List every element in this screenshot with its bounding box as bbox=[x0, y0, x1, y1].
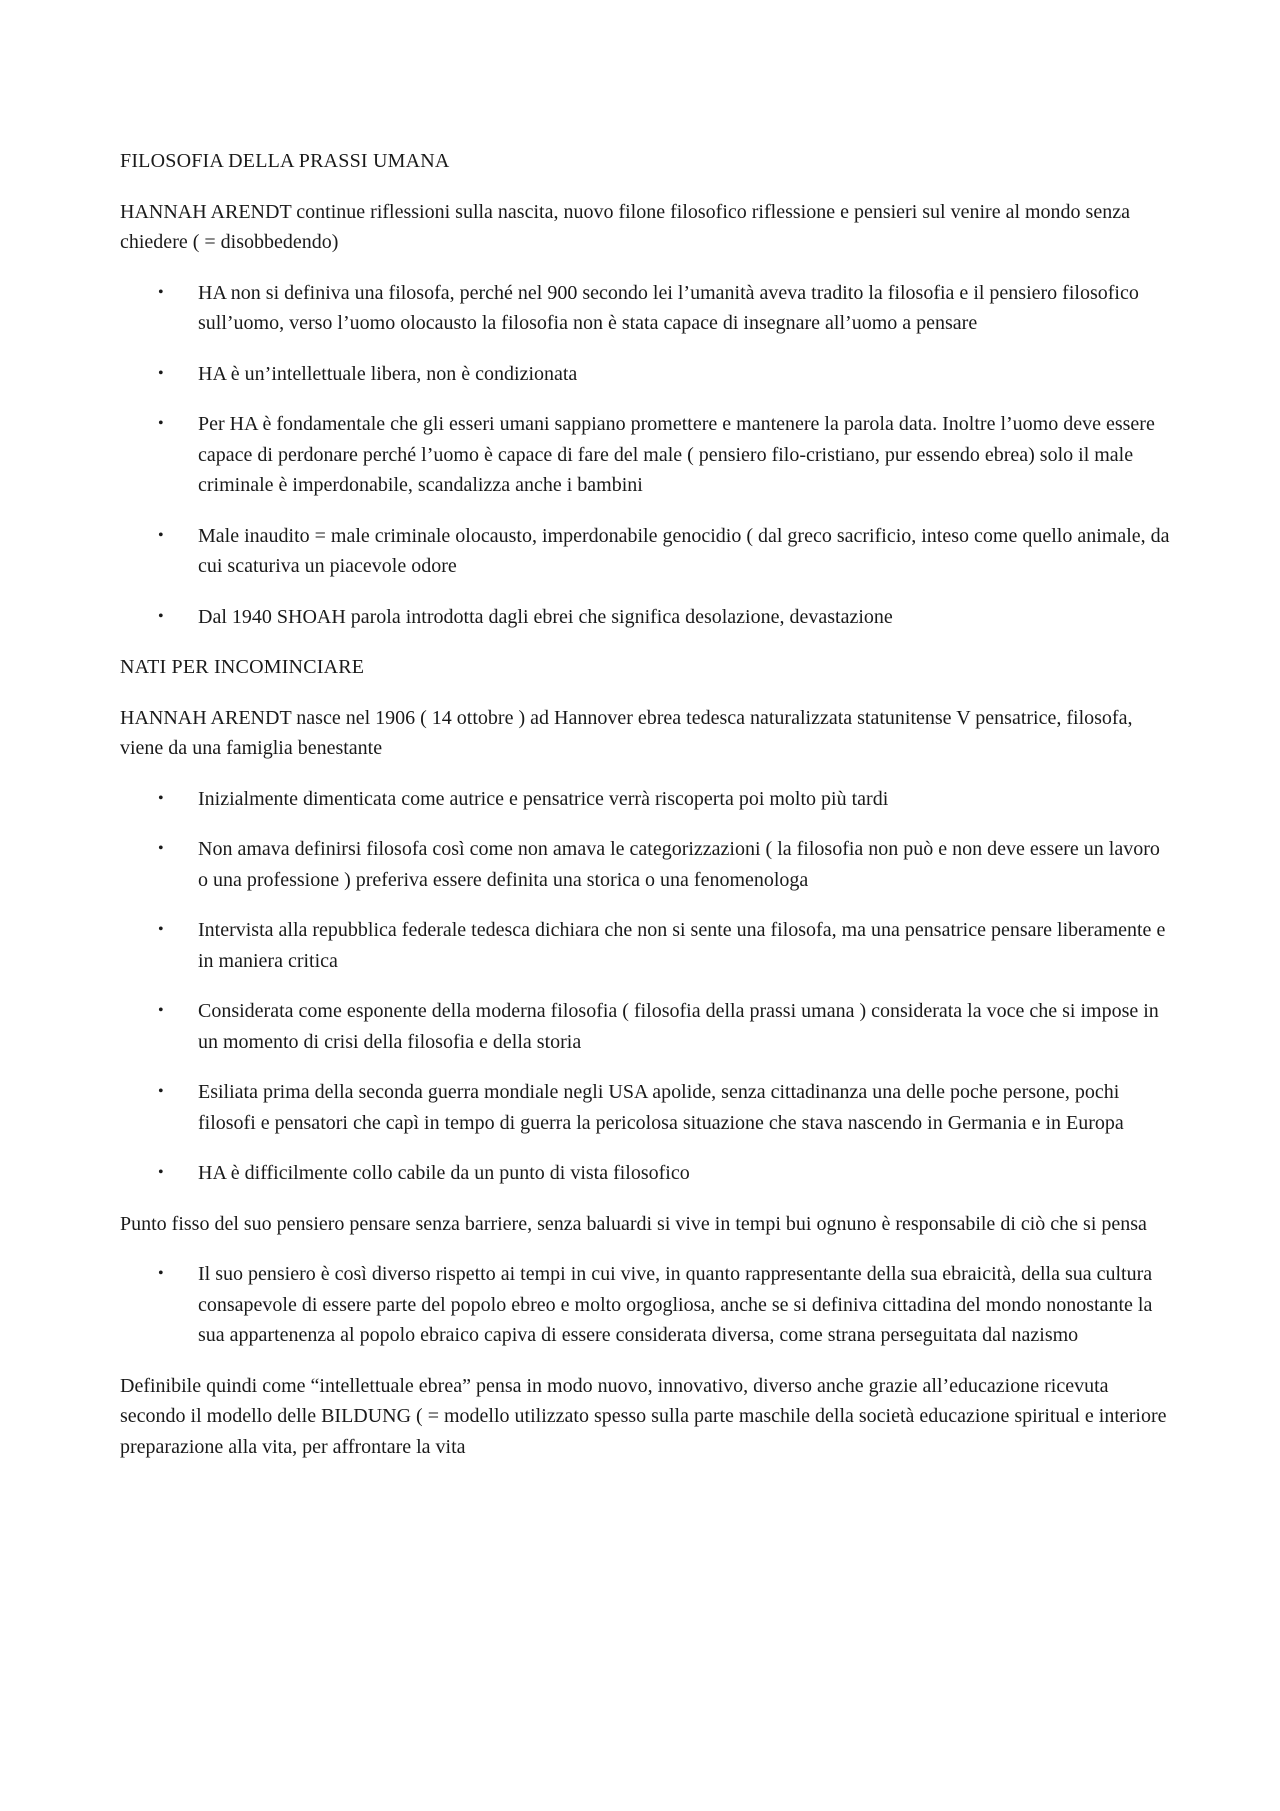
document-page bbox=[120, 146, 1170, 1482]
bullet-icon: • bbox=[158, 283, 164, 301]
bullet-icon: • bbox=[158, 526, 164, 544]
list-item: • Male inaudito = male criminale olocausto, imperdonabile genocidio ( dal greco sacrificio, inteso come quello animale, da cui scaturiva un piacevole odore bbox=[120, 521, 1170, 582]
section-intro-2: HANNAH ARENDT nasce nel 1906 ( 14 ottobre ) ad Hannover ebrea tedesca naturalizzata statunitense V pensatrice, filosofa, viene da una famiglia benestante bbox=[120, 706, 1133, 759]
bullet-list-1 bbox=[120, 278, 1170, 633]
bullet-icon: • bbox=[158, 840, 164, 857]
bullet-list-2 bbox=[120, 784, 1170, 1189]
bullet-icon: • bbox=[158, 607, 164, 625]
paragraph-punto-fisso: Punto fisso del suo pensiero pensare senza barriere, senza baluardi si vive in tempi bui ognuno è responsabile di ciò che si pensa bbox=[120, 1212, 1147, 1235]
bullet-icon: • bbox=[158, 1002, 164, 1019]
list-item: • HA è un’intellettuale libera, non è condizionata bbox=[120, 359, 1170, 390]
bullet-list-3 bbox=[120, 1259, 1170, 1351]
bullet-icon: • bbox=[158, 1083, 164, 1100]
list-item: • Esiliata prima della seconda guerra mondiale negli USA apolide, senza cittadinanza una delle poche persone, pochi filosofi e pensatori che capì in tempo di guerra la pericolosa situazione che stava nascendo in Germania e in Europa bbox=[120, 1077, 1170, 1138]
list-item: • HA è difficilmente collo cabile da un punto di vista filosofico bbox=[120, 1158, 1170, 1189]
section-heading-2: NATI PER INCOMINCIARE bbox=[120, 656, 365, 678]
list-item: • Inizialmente dimenticata come autrice e pensatrice verrà riscoperta poi molto più tardi bbox=[120, 784, 1170, 815]
section-heading-1: FILOSOFIA DELLA PRASSI UMANA bbox=[120, 150, 450, 172]
section-intro-1: HANNAH ARENDT continue riflessioni sulla nascita, nuovo filone filosofico riflessione e pensieri sul venire al mondo senza chiedere ( = disobbedendo) bbox=[120, 200, 1130, 253]
bullet-icon: • bbox=[158, 415, 164, 432]
list-item: • Non amava definirsi filosofa così come non amava le categorizzazioni ( la filosofia non può e non deve essere un lavoro o una professione ) preferiva essere definita una storica o una fenomenologa bbox=[120, 834, 1170, 895]
paragraph-definibile: Definibile quindi come “intellettuale ebrea” pensa in modo nuovo, innovativo, diverso anche grazie all’educazione ricevuta secondo il modello delle BILDUNG ( = modello utilizzato spesso sulla parte maschile della società educazione spiritual e interiore preparazione alla vita, per affrontare la vita bbox=[120, 1374, 1167, 1458]
list-item: • HA non si definiva una filosofa, perché nel 900 secondo lei l’umanità aveva tradito la filosofia e il pensiero filosofico sull’uomo, verso l’uomo olocausto la filosofia non è stata capace di insegnare all’uomo a pensare bbox=[120, 278, 1170, 339]
bullet-icon: • bbox=[158, 1164, 164, 1181]
bullet-icon: • bbox=[158, 789, 164, 807]
list-item: • Considerata come esponente della moderna filosofia ( filosofia della prassi umana ) considerata la voce che si impose in un momento di crisi della filosofia e della storia bbox=[120, 996, 1170, 1057]
list-item: • Intervista alla repubblica federale tedesca dichiara che non si sente una filosofa, ma una pensatrice pensare liberamente e in maniera critica bbox=[120, 915, 1170, 976]
list-item: • Dal 1940 SHOAH parola introdotta dagli ebrei che significa desolazione, devastazione bbox=[120, 602, 1170, 633]
bullet-icon: • bbox=[158, 1265, 164, 1282]
list-item: • Per HA è fondamentale che gli esseri umani sappiano promettere e mantenere la parola data. Inoltre l’uomo deve essere capace di perdonare perché l’uomo è capace di fare del male ( pensiero filo-cristiano, pur essendo ebrea) solo il male criminale è imperdonabile, scandalizza anche i bambini bbox=[120, 409, 1170, 501]
bullet-icon: • bbox=[158, 364, 164, 382]
bullet-icon: • bbox=[158, 921, 164, 938]
list-item: • Il suo pensiero è così diverso rispetto ai tempi in cui vive, in quanto rappresentante della sua ebraicità, della sua cultura consapevole di essere parte del popolo ebreo e molto orgogliosa, anche se si definiva cittadina del mondo nonostante la sua appartenenza al popolo ebraico capiva di essere considerata diversa, come strana perseguitata dal nazismo bbox=[120, 1259, 1170, 1351]
